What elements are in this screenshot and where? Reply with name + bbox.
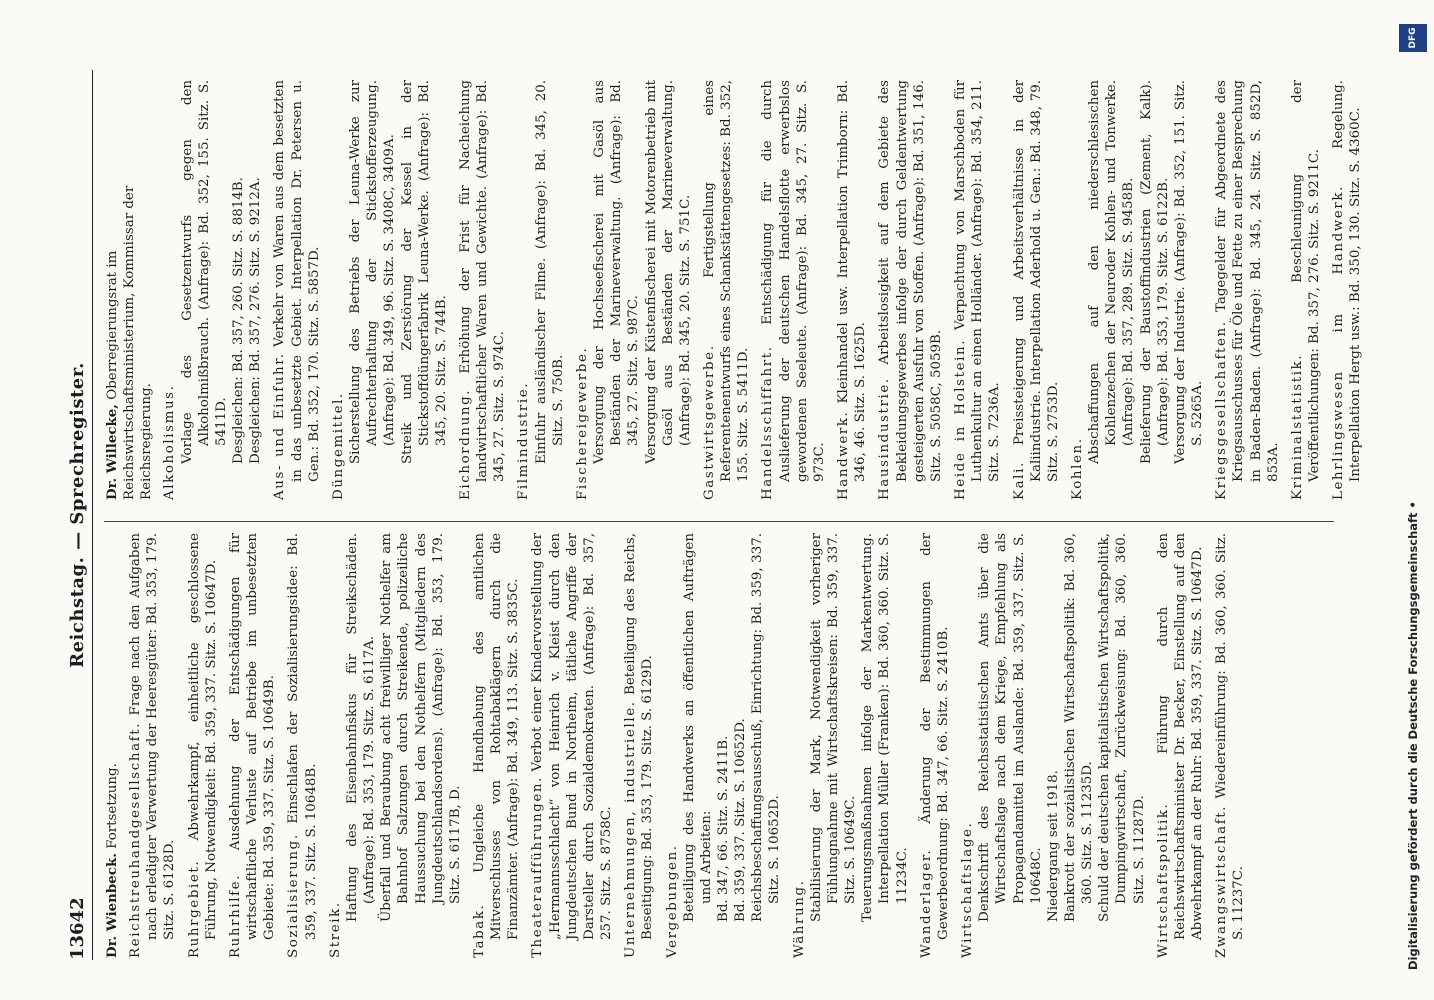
entry-subitem: Einfuhr ausländischer Filme. (Anfrage): Bd. 345, 20. Sitz. S. 750B. <box>533 80 566 464</box>
register-entry <box>1213 80 1282 500</box>
register-entry <box>529 533 615 958</box>
register-entry <box>622 533 656 958</box>
register-entry <box>271 80 322 500</box>
entry-subitem: Stabilisierung der Mark, Notwendigkeit vorheriger Fühlungnahme mit Wirtschaftskreisen: Bd. 359, 337. Sitz. S. 10649C. <box>808 533 859 922</box>
entry-subitem: Haftung des Eisenbahnfiskus für Streikschäden. (Anfrage): Bd. 353, 179. Sitz. S. 6117A. <box>344 533 378 922</box>
entry-text: Tagegelder für Abgeordnete des Kriegsausschusses für Öle und Fette zu einer Besprechung in Baden-Baden. (Anfrage): Bd. 345, 24. Sitz. S. 852D, 853A. <box>1214 80 1281 482</box>
entry-keyword: Theateraufführungen. <box>530 776 546 958</box>
entry-keyword: Düngemittel. <box>330 392 346 500</box>
page-title: Reichstag. — Sprechregister. <box>67 362 88 668</box>
entry-keyword: Streik. <box>327 901 343 958</box>
register-entry <box>457 80 508 500</box>
entry-keyword: Filmindustrie. <box>516 381 532 500</box>
register-entry <box>918 533 952 958</box>
entry-text: Verpachtung von Marschboden für Luthenkultur an einen Holländer. (Anfrage): Bd. 354, 211. Sitz. S. 7236A. <box>953 80 1003 482</box>
entry-keyword: Wirtschaftspolitik. <box>1155 802 1171 958</box>
register-entry <box>186 533 220 958</box>
entry-keyword: Wirtschaftslage. <box>960 821 976 958</box>
entry-text: Arbeitslosigkeit auf dem Gebiete des Bekleidungsgewerbes infolge der durch Geldentwertung gesteigerten Ausfuhr von Stoffen. (Anfrage): Bd. 351, 146. Sitz. S. 5058C, 5059B. <box>877 80 944 482</box>
register-entry <box>1330 80 1364 500</box>
entry-subitem: Denkschrift des Reichsstatistischen Amts über die Wirtschaftslage nach dem Kriege, Empfehlung als Propagandamittel im Auslande: Bd. 359, 337. Sitz. S. 10648C. <box>977 533 1044 922</box>
register-entry <box>701 80 752 500</box>
entry-keyword: Gastwirtsgewerbe. <box>702 344 717 500</box>
entry-text: Fertigstellung eines Referentenentwurfs eines Schankstättengesetzes: Bd. 352, 155. Sitz. S. 5411D. <box>702 80 752 482</box>
entry-text: Verbot einer Kindervorstellung der „Hermannsschlacht“ von Heinrich v. Kleist durch den Jungdeutschen Bund in Northeim, tätliche Angriffe der Darsteller durch Sozialdemokraten. (Anfrage): Bd. 357, 257. Sitz. S. 8758C. <box>530 533 615 940</box>
entry-keyword: Unternehmungen, industrielle. <box>623 700 639 958</box>
speaker-name: Dr. Willecke, <box>104 404 120 500</box>
entry-keyword: Währung. <box>791 879 807 958</box>
register-entry <box>876 80 945 500</box>
column-divider <box>104 521 1334 522</box>
entry-subitem: Teuerungsmaßnahmen infolge der Markentwertung. Interpellation Müller (Franken): Bd. 360, 360. Sitz. S. 11234C. <box>860 533 910 922</box>
register-entry <box>471 533 522 958</box>
entry-subitem: Bd. 359, 337. Sitz. S. 10652D. <box>733 718 749 922</box>
page-header <box>58 70 93 960</box>
entry-keyword: Ruhrhilfe. <box>227 873 243 958</box>
register-entry <box>330 80 450 500</box>
entry-text: Frage nach den Aufgaben nach erledigter Verwertung der Heeresgüter: Bd. 353, 179. Sitz. S. 6128D. <box>128 533 178 940</box>
entry-text: Erhöhung der Frist für Nacheichung landwirtschaftlicher Waren und Gewichte. (Anfrage): Bd. 345, 27. Sitz. S. 974C. <box>457 80 508 482</box>
entry-keyword: Handelsschiffahrt. <box>760 345 776 500</box>
entry-text: Abwehrkampf, einheitliche geschlossene Führung, Notwendigkeit: Bd. 359, 337. Sitz. S. 10647D. <box>186 533 219 940</box>
register-entry <box>127 533 178 958</box>
register-entry <box>664 533 784 958</box>
entry-keyword: Lehrlingswesen im Handwerk. <box>1331 185 1347 500</box>
register-entry <box>759 80 828 500</box>
dfg-stamp <box>1398 20 1428 980</box>
entry-text: Einschlafen der Sozialisierungsidee: Bd. 359, 337. Sitz. S. 10648B. <box>286 533 319 940</box>
entry-subitem: Vorlage des Gesetzentwurfs gegen den Alkoholmißbrauch. (Anfrage): Bd. 352, 155. Sitz. S. 5411D. <box>179 80 229 464</box>
entry-text: Ungleiche Handhabung des amtlichen Mitverschlusses von Rohtabaklägern durch die Finanzämter. (Anfrage): Bd. 349, 113. Sitz. S. 3835C. <box>471 533 522 940</box>
register-entry <box>791 533 911 958</box>
register-entry <box>835 80 869 500</box>
entry-subitem: Überfall und Beraubung acht freiwilliger Nothelfer am Bahnhof Salzungen durch Streikende, polizeiliche Haussuchung bei den Nothelfern (Mitgliedern des Jungdeutschlandsordens). (Anfrage): Bd. 353, 179. Sitz. S. 6117B, D. <box>379 533 463 922</box>
entry-keyword: Kohlen. <box>1069 437 1085 500</box>
entry-text: Regelung. Interpellation Hergt usw.: Bd. 350, 130. Sitz. S. 4360C. <box>1331 80 1364 482</box>
entry-subitem: Sicherstellung des Betriebs der Leuna-Werke zur Aufrechterhaltung der Stickstofferzeugung. (Anfrage): Bd. 349, 96. Sitz. S. 3408C, 3409A. <box>348 80 398 464</box>
entry-keyword: Kali. <box>1011 461 1027 500</box>
dfg-stamp-text: Digitalisierung gefördert durch die Deutsche Forschungsgemeinschaft • <box>1406 501 1420 970</box>
speaker-suffix: Oberregierungsrat im Reichswirtschaftsministerium, Kommissar der Reichsregierung. <box>105 185 155 500</box>
entry-subitem: Streik und Zerstörung der Kessel in der Stickstoffdüngerfabrik Leuna-Werke. (Anfrage): Bd. 345, 20. Sitz. S. 744B. <box>399 80 449 464</box>
entry-subitem: Desgleichen: Bd. 357, 260. Sitz. S. 8814B. <box>231 177 247 464</box>
entry-subitem: Schuld der deutschen kapitalistischen Wirtschaftspolitik, Dumpingwirtschaft, Zurückweisung: Bd. 360, 360. Sitz. S. 11287D. <box>1097 533 1147 922</box>
entry-text: Kleinhandel usw. Interpellation Trimborn: Bd. 346, 46. Sitz. S. 1625D. <box>836 80 869 482</box>
register-entry <box>574 80 694 500</box>
entry-keyword: Sozialisierung. <box>286 833 302 958</box>
entry-text: Entschädigung für die durch Auslieferung der deutschen Handelsflotte erwerbslos gewordenen Seeleute. (Anfrage): Bd. 345, 27. Sitz. S. 973C. <box>760 80 827 482</box>
entry-keyword: Vergebungen. <box>664 844 680 958</box>
speaker-heading <box>104 533 121 958</box>
entry-text: Änderung der Bestimmungen der Gewerbeordnung: Bd. 347, 66. Sitz. S. 2410B. <box>918 533 951 940</box>
entry-keyword: Tabak. <box>471 903 487 958</box>
entry-text: Führung durch den Reichswirtschaftsminister Dr. Becker, Einstellung auf den Abwehrkampf an der Ruhr: Bd. 359, 337. Sitz. S. 10647D. <box>1155 533 1206 940</box>
register-entry <box>959 533 1148 958</box>
entry-keyword: Fischereigewerbe. <box>574 346 590 500</box>
entry-subitem: Bd. 347, 66. Sitz. S. 2411B. <box>716 735 731 922</box>
entry-keyword: Kriminalstatistik. <box>1289 353 1305 500</box>
register-entry <box>1289 80 1323 500</box>
entry-keyword: Hausindustrie. <box>877 377 893 500</box>
entry-subitem: Versorgung der Industrie. (Anfrage): Bd. 352, 151. Sitz. S. 5265A. <box>1172 80 1206 464</box>
register-entry <box>161 80 264 500</box>
page-number: 13642 <box>67 897 88 960</box>
speaker-name: Dr. Wienbeck. <box>104 853 120 958</box>
entry-subitem: Beteiligung des Handwerks an öffentlichen Aufträgen und Arbeiten: <box>681 533 714 922</box>
entry-subitem: Versorgung der Küstenfischerei mit Motorenbetrieb mit Gasöl aus Beständen der Marineverwaltung. (Anfrage): Bd. 345, 20. Sitz. S. 751C. <box>643 80 693 464</box>
speaker-suffix: Fortsetzung. <box>105 763 120 854</box>
entry-text: Beschleunigung der Veröffentlichungen: Bd. 357, 276. Sitz. S. 9211C. <box>1289 80 1322 482</box>
dfg-logo: DFG <box>1399 24 1427 52</box>
entry-text: Wiedereinführung: Bd. 360, 360. Sitz. S. 11237C. <box>1214 533 1247 940</box>
entry-list <box>161 80 1364 500</box>
register-entry <box>327 533 464 958</box>
left-column <box>104 533 1255 958</box>
register-entry <box>952 80 1003 500</box>
register-entry <box>1069 80 1206 500</box>
register-entry <box>227 533 278 958</box>
register-entry <box>285 533 319 958</box>
entry-subitem: Belieferung der Baustoffindustrien (Zement, Kalk). (Anfrage): Bd. 353, 179. Sitz. S. 6122B. <box>1138 80 1171 464</box>
entry-text: Verkehr von Waren aus dem besetzten in das unbesetzte Gebiet. Interpellation Dr. Petersen u. Gen.: Bd. 352, 170. Sitz. S. 5857D. <box>272 79 322 482</box>
entry-text: Ausdehnung der Entschädigungen für wirtschaftliche Verluste auf Betriebe im unbesetzten Gebiete: Bd. 359, 337. Sitz. S. 10649B. <box>227 533 278 940</box>
entry-keyword: Alkoholismus. <box>162 384 178 500</box>
entry-keyword: Zwangswirtschaft. <box>1214 804 1230 958</box>
entry-keyword: Ruhrgebiet. <box>186 859 202 958</box>
entry-keyword: Eichordnung. <box>457 388 473 500</box>
speaker-heading <box>104 80 155 500</box>
entry-subitem: Desgleichen: Bd. 357, 276. Sitz. S. 9212A. <box>248 177 264 464</box>
register-entry <box>1213 533 1247 958</box>
entry-text: Beteiligung des Reichs, Beseitigung: Bd. 353, 179. Sitz. S. 6129D. <box>623 533 656 940</box>
entry-keyword: Heide in Holstein. <box>953 338 969 500</box>
right-column <box>104 80 1371 500</box>
entry-text: Preissteigerung und Arbeitsverhältnisse in der Kaliindustrie. Interpellation Aderhold u. Gen.: Bd. 348, 79. Sitz. S. 2753D. <box>1011 80 1061 482</box>
entry-subitem: Versorgung der Hochseefischerei mit Gasöl aus Beständen der Marineverwaltung. (Anfrage): Bd. 345, 27. Sitz. S. 987C. <box>592 80 642 464</box>
entry-keyword: Wanderlager. <box>918 848 934 958</box>
entry-keyword: Kriegsgesellschaften. <box>1214 320 1230 500</box>
entry-keyword: Reichstreuhandgesellschaft. <box>128 721 144 958</box>
entry-keyword: Handwerk. <box>836 410 852 500</box>
register-entry <box>1155 533 1206 958</box>
register-entry <box>515 80 566 500</box>
entry-keyword: Aus- und Einfuhr. <box>272 352 288 500</box>
entry-list <box>127 533 1247 958</box>
entry-subitem: Abschaffungen auf den niederschlesischen Kohlenzechen der Neuroder Kohlen- und Tonwerke. (Anfrage): Bd. 357, 289. Sitz. S. 9458B. <box>1087 80 1137 464</box>
register-entry <box>1011 80 1062 500</box>
entry-subitem: Niedergang seit 1918. <box>1045 770 1061 922</box>
entry-subitem: Reichsbeschaffungsausschuß, Einrichtung: Bd. 359, 337. Sitz. S. 10652D. <box>750 533 783 922</box>
entry-subitem: Bankrott der sozialistischen Wirtschaftspolitik: Bd. 360, 360. Sitz. S. 11235D. <box>1062 533 1096 922</box>
